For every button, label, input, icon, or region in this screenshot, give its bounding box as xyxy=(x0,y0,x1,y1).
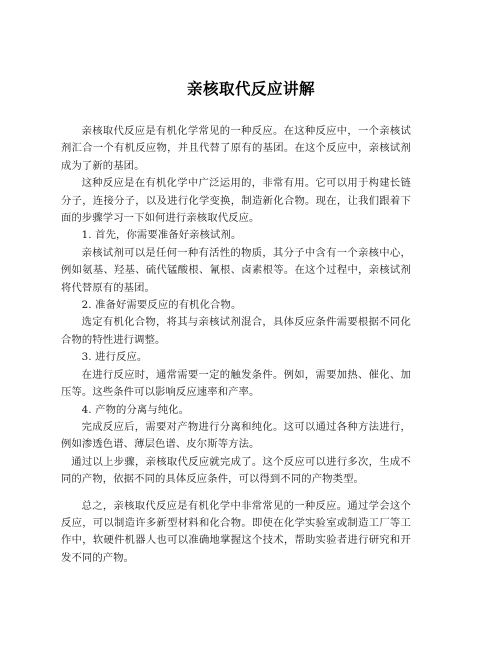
step-2-heading: 2. 准备好需要反应的有机化合物。 xyxy=(81,299,242,312)
step-4-heading: 4. 产物的分离与纯化。 xyxy=(81,403,190,416)
step-1-body: 亲核试剂可以是任何一种有活性的物质，其分子中含有一个亲核中心，例如氨基、羟基、硫代锰酸根、氰根、卤素根等。在这个过程中，亲核试剂将代替原有的基团。 xyxy=(61,246,411,294)
paragraph-summary-steps: 通过以上步骤，亲核取代反应就完成了。这个反应可以进行多次，生成不同的产物，依据不同的具体反应条件，可以得到不同的产物类型。 xyxy=(61,455,411,486)
paragraph-intro: 亲核取代反应是有机化学常见的一种反应。在这种反应中，一个亲核试剂汇合一个有机反应物，并且代替了原有的基团。在这个反应中，亲核试剂成为了新的基团。 xyxy=(61,125,411,172)
document-body xyxy=(61,123,411,567)
page-title: 亲核取代反应讲解 xyxy=(186,80,315,98)
step-1-heading: 1. 首先，你需要准备好亲核试剂。 xyxy=(81,229,242,242)
step-3-body: 在进行反应时，通常需要一定的触发条件。例如，需要加热、催化、加压等。这些条件可以影响反应速率和产率。 xyxy=(61,368,411,399)
paragraph-conclusion: 总之，亲核取代反应是有机化学中非常常见的一种反应。通过学会这个反应，可以制造许多新型材料和化合物。即使在化学实验室或制造工厂等工作中，软硬件机器人也可以准确地掌握这个技术，帮助实验者进行研究和开发不同的产物。 xyxy=(61,499,411,564)
step-4-body: 完成反应后，需要对产物进行分离和纯化。这可以通过各种方法进行，例如渗透色谱、薄层色谱、皮尔斯等方法。 xyxy=(61,420,411,451)
step-3-heading: 3. 进行反应。 xyxy=(81,351,148,364)
paragraph-usage: 这种反应是在有机化学中广泛运用的，非常有用。它可以用于构建长链分子，连接分子，以及进行化学变换，制造新化合物。现在，让我们跟着下面的步骤学习一下如何进行亲核取代反应。 xyxy=(61,177,411,225)
step-2-body: 选定有机化合物，将其与亲核试剂混合，具体反应条件需要根据不同化合物的特性进行调整。 xyxy=(61,316,411,346)
